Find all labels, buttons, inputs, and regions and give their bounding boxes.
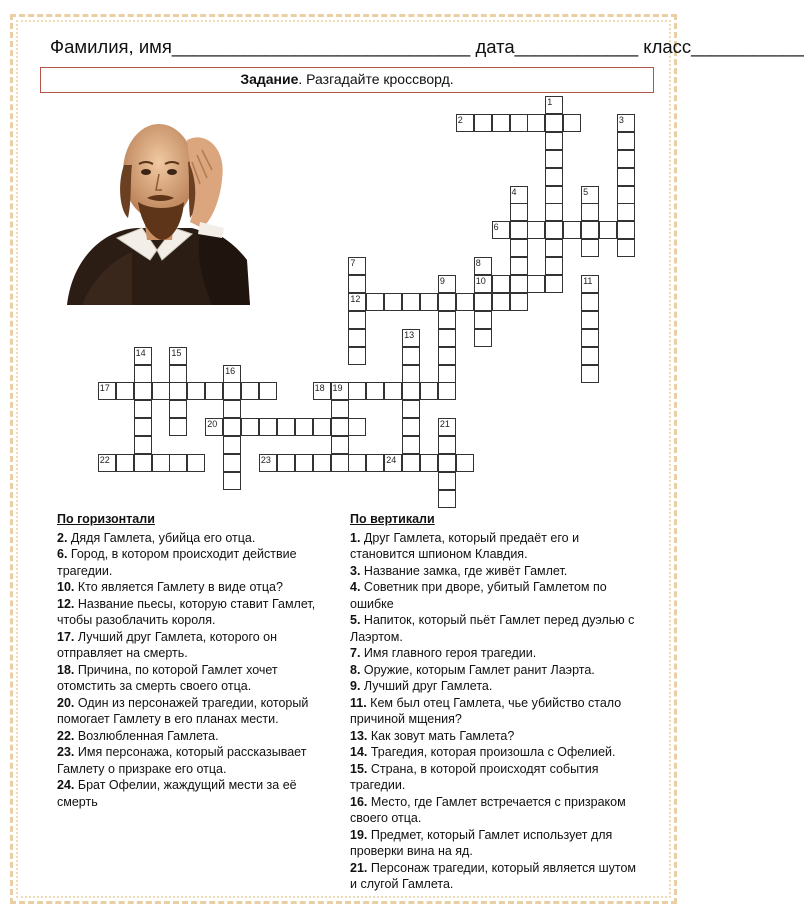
across-clue <box>57 777 327 810</box>
crossword-cell[interactable] <box>492 114 510 132</box>
crossword-cell[interactable] <box>313 418 331 436</box>
clue-number: 17. <box>57 629 75 644</box>
crossword-cell[interactable] <box>169 418 187 436</box>
crossword-cell[interactable] <box>492 293 510 311</box>
clue-text: Причина, по которой Гамлет хочет отомстить за смерть своего отца. <box>57 662 278 693</box>
clue-text: Брат Офелии, жаждущий мести за её смерть <box>57 778 297 809</box>
down-clue <box>350 579 640 612</box>
clue-number: 19. <box>350 827 368 842</box>
crossword-cell[interactable] <box>169 454 187 472</box>
across-clues <box>57 511 327 810</box>
clue-text: Город, в котором происходит действие трагедии. <box>57 547 297 578</box>
clue-text: Кем был отец Гамлета, чье убийство стало причиной мщения? <box>350 695 622 726</box>
crossword-cell[interactable] <box>331 400 349 418</box>
clue-text: Друг Гамлета, который предаёт его и становится шпионом Клавдия. <box>350 530 580 561</box>
name-line[interactable]: _____________________________ <box>171 36 471 57</box>
crossword-cell[interactable] <box>366 382 384 400</box>
clue-number-label: 14 <box>135 347 146 358</box>
clue-number: 23. <box>57 745 75 759</box>
crossword-cell[interactable] <box>474 329 492 347</box>
crossword-cell[interactable] <box>259 382 277 400</box>
clue-number-label: 7 <box>350 258 356 269</box>
clue-text: Трагедия, которая произошла с Офелией. <box>367 745 616 759</box>
crossword-cell[interactable] <box>581 239 599 257</box>
crossword-cell[interactable] <box>510 257 528 275</box>
crossword-cell[interactable] <box>384 293 402 311</box>
clue-number-label: 20 <box>207 419 218 430</box>
crossword-cell[interactable] <box>545 257 563 275</box>
down-clue <box>350 645 640 662</box>
crossword-cell[interactable] <box>617 203 635 221</box>
crossword-cell[interactable] <box>134 436 152 454</box>
crossword-cell[interactable] <box>581 311 599 329</box>
clue-number-label: 17 <box>99 383 110 394</box>
clue-number-label: 21 <box>439 419 450 430</box>
across-clue <box>57 629 327 662</box>
crossword-cell[interactable] <box>169 382 187 400</box>
crossword-cell[interactable] <box>348 454 366 472</box>
clue-text: Напиток, который пьёт Гамлет перед дуэлью с Лаэртом. <box>350 613 635 644</box>
clue-number: 3. <box>350 563 361 578</box>
crossword-cell[interactable] <box>116 382 134 400</box>
crossword-cell[interactable] <box>581 293 599 311</box>
crossword-cell[interactable] <box>492 275 510 293</box>
clue-text: Возлюбленная Гамлета. <box>74 728 219 743</box>
clue-text: Имя персонажа, который рассказывает Гамлету о призраке его отца. <box>57 745 307 776</box>
crossword-cell[interactable] <box>134 418 152 436</box>
down-clue <box>350 761 640 794</box>
clue-number: 1. <box>350 530 361 545</box>
clue-number-label: 18 <box>314 383 325 394</box>
clue-number-label: 13 <box>404 329 415 340</box>
crossword-cell[interactable] <box>331 418 349 436</box>
clue-number: 8. <box>350 662 361 677</box>
across-clue <box>57 662 327 695</box>
crossword-cell[interactable] <box>527 114 545 132</box>
crossword-cell[interactable] <box>545 132 563 150</box>
down-clue <box>350 794 640 827</box>
crossword-cell[interactable] <box>438 472 456 490</box>
crossword-cell[interactable] <box>223 382 241 400</box>
clue-number-label: 11 <box>583 276 593 286</box>
clue-text: Лучший друг Гамлета, которого он отправляет на смерть. <box>57 629 278 660</box>
clue-number: 5. <box>350 613 361 627</box>
clue-number-label: 23 <box>260 455 271 465</box>
clue-number: 6. <box>57 547 68 561</box>
crossword-cell[interactable] <box>223 472 241 490</box>
crossword-cell[interactable] <box>545 168 563 186</box>
crossword-cell[interactable] <box>438 382 456 400</box>
crossword-cell[interactable] <box>134 365 152 383</box>
crossword-cell[interactable] <box>545 239 563 257</box>
crossword-cell[interactable] <box>545 275 563 293</box>
clue-text: Лучший друг Гамлета. <box>360 679 493 693</box>
crossword-cell[interactable] <box>438 347 456 365</box>
crossword-cell[interactable] <box>241 418 259 436</box>
clue-number-label: 2 <box>457 114 463 125</box>
crossword-cell[interactable] <box>617 132 635 150</box>
crossword-cell[interactable] <box>438 329 456 347</box>
across-clue <box>57 744 327 777</box>
crossword-cell[interactable] <box>438 454 456 472</box>
crossword-cell[interactable] <box>617 150 635 168</box>
crossword-cell[interactable] <box>348 382 366 400</box>
crossword-cell[interactable] <box>223 436 241 454</box>
clue-number-label: 24 <box>386 455 397 465</box>
crossword-cell[interactable] <box>617 168 635 186</box>
clue-text: Имя главного героя трагедии. <box>360 646 537 660</box>
clue-number-label: 22 <box>99 455 110 465</box>
clue-text: Предмет, который Гамлет использует для проверки вина на яд. <box>350 827 613 858</box>
crossword-cell[interactable] <box>617 221 635 239</box>
clue-text: Советник при дворе, убитый Гамлетом по ошибке <box>350 580 607 611</box>
clue-number: 2. <box>57 530 68 545</box>
crossword-cell[interactable] <box>420 454 438 472</box>
clue-number: 11. <box>350 695 367 710</box>
crossword-cell[interactable] <box>474 114 492 132</box>
clue-number-label: 5 <box>583 186 589 197</box>
crossword-cell[interactable] <box>545 150 563 168</box>
crossword-cell[interactable] <box>599 221 617 239</box>
across-clue <box>57 596 327 629</box>
crossword-cell[interactable] <box>241 382 259 400</box>
crossword-cell[interactable] <box>277 418 295 436</box>
crossword-cell[interactable] <box>420 382 438 400</box>
down-clue <box>350 563 640 580</box>
crossword-cell[interactable] <box>420 293 438 311</box>
crossword-cell[interactable] <box>438 436 456 454</box>
crossword-cell[interactable] <box>402 293 420 311</box>
crossword-cell[interactable] <box>205 382 223 400</box>
crossword-cell[interactable] <box>402 365 420 383</box>
clue-text: Дядя Гамлета, убийца его отца. <box>67 530 256 545</box>
down-title: По вертикали <box>350 512 435 526</box>
crossword-cell[interactable] <box>152 454 170 472</box>
clue-number: 24. <box>57 778 75 792</box>
clue-text: Страна, в которой происходят события трагедии. <box>350 761 599 792</box>
crossword-cell[interactable] <box>510 203 528 221</box>
clue-number: 9. <box>350 679 361 693</box>
crossword-cell[interactable] <box>563 114 581 132</box>
crossword-cell[interactable] <box>510 221 528 239</box>
clue-number: 10. <box>57 580 75 594</box>
crossword-grid <box>0 0 705 510</box>
crossword-cell[interactable] <box>438 293 456 311</box>
clue-text: Кто является Гамлету в виде отца? <box>74 580 283 594</box>
crossword-cell[interactable] <box>331 454 349 472</box>
crossword-cell[interactable] <box>295 418 313 436</box>
crossword-cell[interactable] <box>348 329 366 347</box>
crossword-cell[interactable] <box>527 275 545 293</box>
crossword-cell[interactable] <box>581 329 599 347</box>
down-clue <box>350 695 640 728</box>
clue-text: Персонаж трагедии, который является шутом и слугой Гамлета. <box>350 860 637 891</box>
crossword-cell[interactable] <box>438 365 456 383</box>
crossword-cell[interactable] <box>474 293 492 311</box>
crossword-cell[interactable] <box>259 418 277 436</box>
across-clue <box>57 579 327 596</box>
clue-number-label: 4 <box>511 186 517 197</box>
class-label: класс <box>643 36 692 57</box>
clue-number-label: 10 <box>475 276 486 286</box>
clue-number: 14. <box>350 745 368 759</box>
clue-text: Место, где Гамлет встречается с призраком своего отца. <box>350 794 626 825</box>
down-clue <box>350 612 640 645</box>
crossword-cell[interactable] <box>545 221 563 239</box>
crossword-cell[interactable] <box>438 311 456 329</box>
crossword-cell[interactable] <box>348 418 366 436</box>
across-title: По горизонтали <box>57 512 155 526</box>
crossword-cell[interactable] <box>366 454 384 472</box>
down-clue <box>350 860 640 893</box>
crossword-cell[interactable] <box>116 454 134 472</box>
crossword-cell[interactable] <box>295 454 313 472</box>
clue-text: Как зовут мать Гамлета? <box>367 728 515 743</box>
clue-number: 20. <box>57 695 75 710</box>
crossword-cell[interactable] <box>277 454 295 472</box>
crossword-cell[interactable] <box>169 400 187 418</box>
crossword-cell[interactable] <box>313 454 331 472</box>
across-clue <box>57 728 327 745</box>
clue-number-label: 8 <box>475 258 481 269</box>
clue-number-label: 9 <box>439 276 445 286</box>
clue-text: Оружие, которым Гамлет ранит Лаэрта. <box>360 662 595 677</box>
crossword-cell[interactable] <box>581 221 599 239</box>
clue-number-label: 16 <box>225 365 236 376</box>
task-bold: Задание <box>240 71 299 87</box>
crossword-cell[interactable] <box>331 436 349 454</box>
crossword-cell[interactable] <box>545 186 563 204</box>
date-line[interactable]: ____________ <box>514 36 639 57</box>
crossword-cell[interactable] <box>152 382 170 400</box>
crossword-cell[interactable] <box>134 454 152 472</box>
across-clue <box>57 530 327 547</box>
clue-text: Название замка, где живёт Гамлет. <box>360 563 568 578</box>
down-clue <box>350 744 640 761</box>
clue-number-label: 15 <box>171 347 182 358</box>
crossword-cell[interactable] <box>134 382 152 400</box>
crossword-cell[interactable] <box>402 418 420 436</box>
down-clue <box>350 678 640 695</box>
crossword-cell[interactable] <box>510 293 528 311</box>
clue-number: 4. <box>350 580 361 594</box>
crossword-cell[interactable] <box>223 400 241 418</box>
crossword-cell[interactable] <box>187 382 205 400</box>
down-clue <box>350 662 640 679</box>
crossword-cell[interactable] <box>617 186 635 204</box>
task-text: . Разгадайте кроссворд. <box>298 71 454 87</box>
crossword-cell[interactable] <box>545 114 563 132</box>
clue-number-label: 6 <box>493 222 499 233</box>
clue-number: 16. <box>350 794 368 809</box>
crossword-cell[interactable] <box>474 311 492 329</box>
clue-number: 18. <box>57 662 75 677</box>
clue-number-label: 1 <box>547 97 553 107</box>
date-label: дата <box>475 36 515 57</box>
crossword-cell[interactable] <box>402 400 420 418</box>
crossword-cell[interactable] <box>348 347 366 365</box>
crossword-cell[interactable] <box>581 347 599 365</box>
down-clue <box>350 827 640 860</box>
clue-number: 22. <box>57 728 75 743</box>
crossword-cell[interactable] <box>348 275 366 293</box>
crossword-cell[interactable] <box>348 311 366 329</box>
clue-number: 7. <box>350 646 361 660</box>
name-label: Фамилия, имя <box>50 36 172 57</box>
crossword-cell[interactable] <box>223 418 241 436</box>
clue-number: 13. <box>350 728 368 743</box>
class-line[interactable]: ___________ <box>691 36 804 57</box>
across-clue <box>57 695 327 728</box>
down-clue <box>350 728 640 745</box>
crossword-cell[interactable] <box>581 203 599 221</box>
crossword-cell[interactable] <box>366 293 384 311</box>
clue-number-label: 3 <box>618 114 624 125</box>
clue-text: Один из персонажей трагедии, который помогает Гамлету в его планах мести. <box>57 695 309 726</box>
crossword-cell[interactable] <box>169 365 187 383</box>
crossword-cell[interactable] <box>510 239 528 257</box>
clue-number-label: 12 <box>350 293 361 304</box>
crossword-cell[interactable] <box>402 436 420 454</box>
down-clue <box>350 530 640 563</box>
crossword-cell[interactable] <box>456 293 474 311</box>
crossword-cell[interactable] <box>510 114 528 132</box>
clue-number: 15. <box>350 761 368 776</box>
crossword-cell[interactable] <box>223 454 241 472</box>
clue-number: 21. <box>350 860 368 875</box>
crossword-cell[interactable] <box>617 239 635 257</box>
clue-number: 12. <box>57 596 75 611</box>
crossword-cell[interactable] <box>402 347 420 365</box>
crossword-cell[interactable] <box>456 454 474 472</box>
crossword-cell[interactable] <box>581 365 599 383</box>
crossword-cell[interactable] <box>402 454 420 472</box>
crossword-cell[interactable] <box>134 400 152 418</box>
crossword-cell[interactable] <box>510 275 528 293</box>
crossword-cell[interactable] <box>438 490 456 508</box>
clue-number-label: 19 <box>332 383 343 394</box>
crossword-cell[interactable] <box>384 382 402 400</box>
crossword-cell[interactable] <box>545 203 563 221</box>
across-clue <box>57 546 327 579</box>
crossword-cell[interactable] <box>402 382 420 400</box>
crossword-cell[interactable] <box>187 454 205 472</box>
crossword-cell[interactable] <box>527 221 545 239</box>
down-clues <box>350 511 640 893</box>
crossword-cell[interactable] <box>563 221 581 239</box>
clue-text: Название пьесы, которую ставит Гамлет, чтобы разоблачить короля. <box>57 596 316 627</box>
